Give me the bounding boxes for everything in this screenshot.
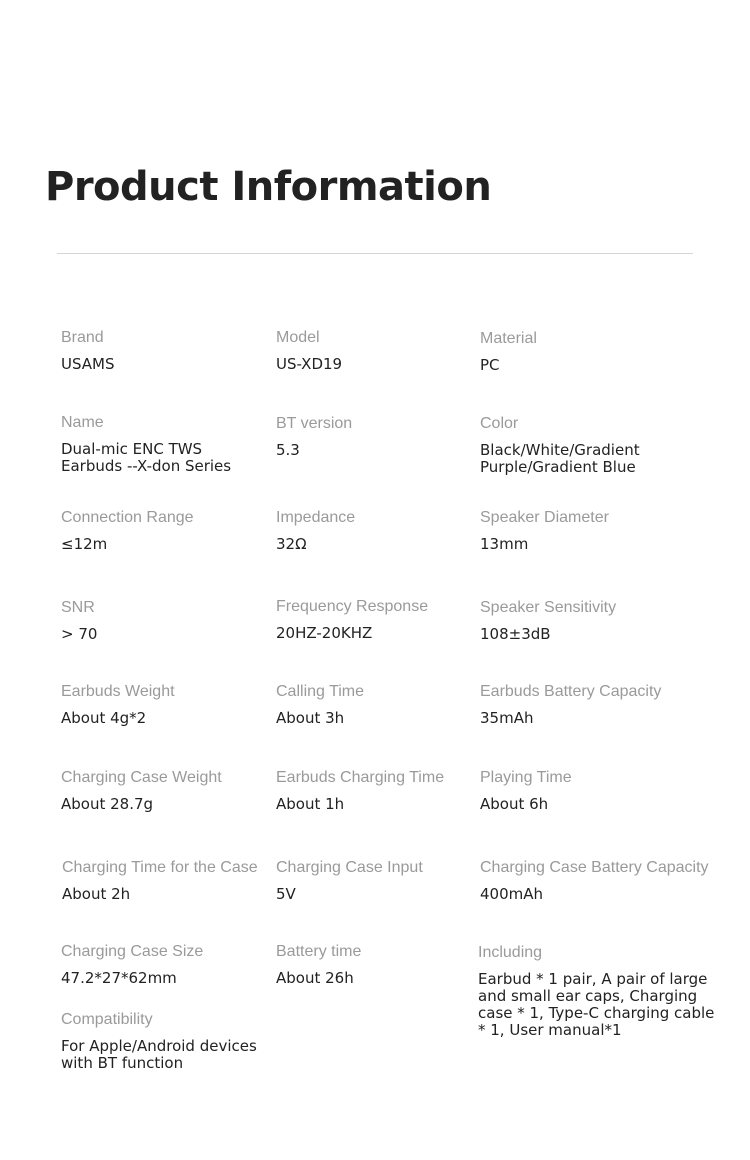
spec-value: PC — [480, 356, 500, 374]
spec-material — [480, 330, 725, 374]
spec-charging-case-battery-capacity — [480, 859, 730, 903]
spec-value: US-XD19 — [276, 355, 343, 373]
spec-name — [61, 414, 266, 475]
spec-label: Model — [276, 329, 320, 346]
spec-label: Name — [61, 414, 104, 431]
spec-snr — [61, 599, 266, 643]
spec-value: 400mAh — [480, 885, 544, 903]
spec-label: Earbuds Charging Time — [276, 769, 445, 786]
spec-value: USAMS — [61, 355, 115, 373]
spec-label: Battery time — [276, 943, 362, 960]
spec-value: 47.2*27*62mm — [61, 969, 177, 987]
spec-value: Earbud * 1 pair, A pair of large and small ear caps, Charging case * 1, Type-C charging cable * 1, User manual*1 — [478, 970, 715, 1039]
spec-value: About 4g*2 — [61, 709, 147, 727]
spec-bt-version — [276, 415, 471, 459]
spec-color — [480, 415, 680, 476]
spec-label: Charging Case Input — [276, 859, 423, 876]
spec-earbuds-battery-capacity — [480, 683, 725, 727]
spec-value: 32Ω — [276, 535, 307, 553]
spec-label: Charging Case Battery Capacity — [480, 859, 709, 876]
spec-value: Dual-mic ENC TWS Earbuds --X-don Series — [61, 440, 232, 475]
spec-label: Compatibility — [61, 1011, 153, 1028]
spec-playing-time — [480, 769, 725, 813]
spec-label: Connection Range — [61, 509, 194, 526]
spec-label: SNR — [61, 599, 95, 616]
spec-charging-case-weight — [61, 769, 266, 813]
spec-label: Speaker Sensitivity — [480, 599, 617, 616]
spec-label: Frequency Response — [276, 598, 429, 615]
spec-value: ≤12m — [61, 535, 108, 553]
spec-speaker-sensitivity — [480, 599, 725, 643]
spec-label: Charging Time for the Case — [62, 859, 258, 876]
spec-label: Calling Time — [276, 683, 365, 700]
spec-frequency-response — [276, 598, 471, 642]
spec-compatibility — [61, 1011, 286, 1072]
spec-label: Earbuds Battery Capacity — [480, 683, 662, 700]
spec-value: 108±3dB — [480, 625, 551, 643]
spec-connection-range — [61, 509, 266, 553]
spec-value: > 70 — [61, 625, 98, 643]
spec-speaker-diameter — [480, 509, 725, 553]
spec-value: Black/White/Gradient Purple/Gradient Blue — [480, 441, 640, 476]
spec-charging-time-for-case — [62, 859, 272, 903]
spec-label: Brand — [61, 329, 104, 346]
spec-label: Impedance — [276, 509, 356, 526]
spec-label: Earbuds Weight — [61, 683, 175, 700]
spec-including — [478, 944, 723, 1039]
spec-label: Color — [480, 415, 519, 432]
spec-value: About 3h — [276, 709, 345, 727]
spec-value: For Apple/Android devices with BT function — [61, 1037, 257, 1072]
spec-label: Charging Case Size — [61, 943, 204, 960]
page-title: Product Information — [45, 164, 492, 210]
spec-label: Speaker Diameter — [480, 509, 609, 526]
spec-value: About 6h — [480, 795, 549, 813]
spec-value: 35mAh — [480, 709, 534, 727]
spec-calling-time — [276, 683, 471, 727]
spec-brand — [61, 329, 266, 373]
spec-charging-case-input — [276, 859, 471, 903]
spec-value: 13mm — [480, 535, 529, 553]
spec-model — [276, 329, 471, 373]
title-divider — [57, 253, 693, 254]
spec-value: About 26h — [276, 969, 354, 987]
spec-label: Including — [478, 944, 543, 961]
spec-battery-time — [276, 943, 471, 987]
spec-earbuds-weight — [61, 683, 266, 727]
spec-impedance — [276, 509, 471, 553]
spec-value: 5V — [276, 885, 296, 903]
spec-label: Charging Case Weight — [61, 769, 222, 786]
spec-label: BT version — [276, 415, 353, 432]
spec-value: About 2h — [62, 885, 131, 903]
spec-earbuds-charging-time — [276, 769, 471, 813]
spec-value: About 1h — [276, 795, 345, 813]
spec-label: Playing Time — [480, 769, 572, 786]
spec-charging-case-size — [61, 943, 266, 987]
spec-value: 20HZ-20KHZ — [276, 624, 373, 642]
spec-label: Material — [480, 330, 537, 347]
spec-value: About 28.7g — [61, 795, 154, 813]
spec-value: 5.3 — [276, 441, 300, 459]
